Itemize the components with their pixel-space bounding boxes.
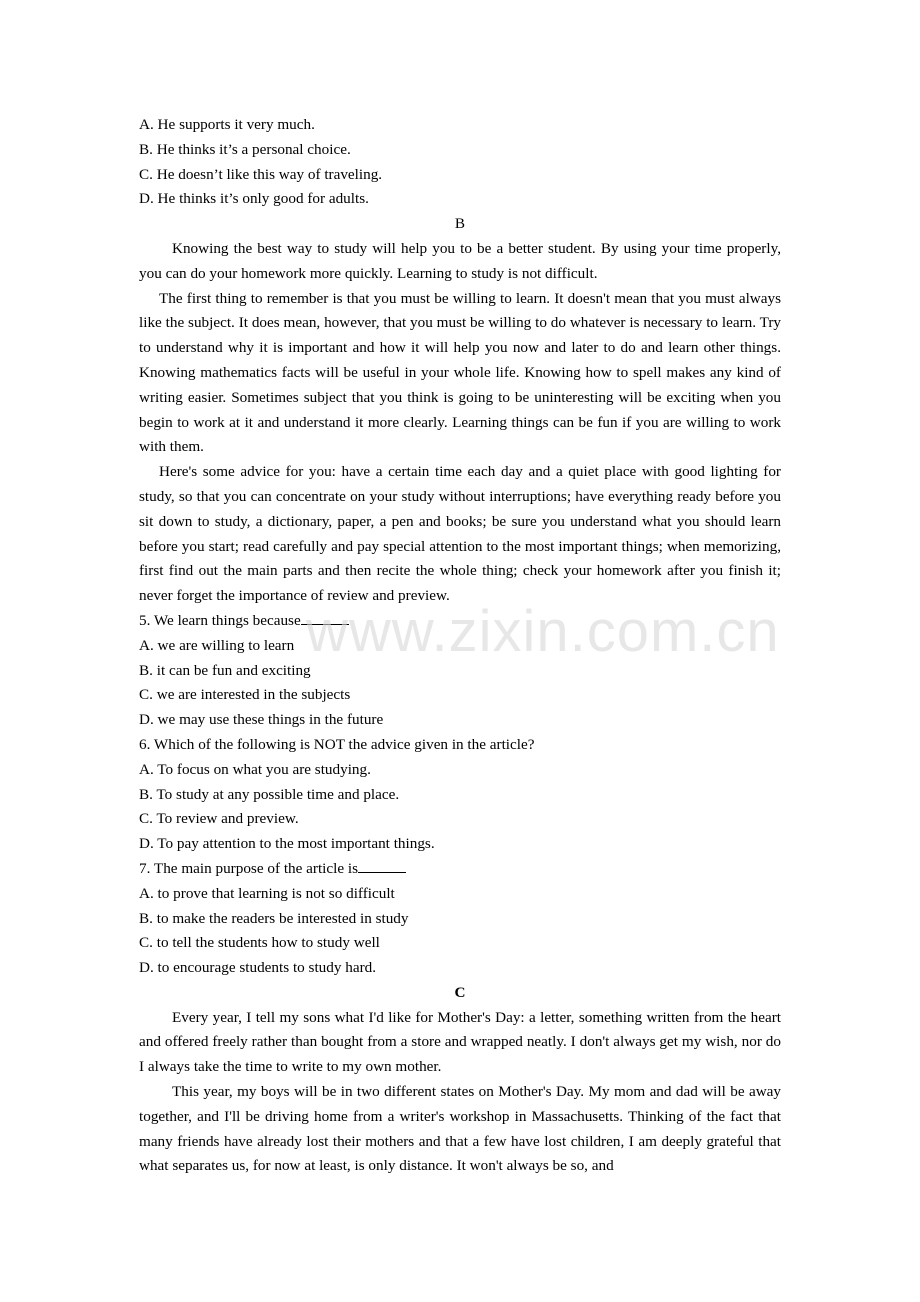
option-b: B. to make the readers be interested in study	[139, 909, 409, 927]
option-b: B. it can be fun and exciting	[139, 661, 311, 679]
section-c-paragraph-2: This year, my boys will be in two different states on Mother's Day. My mom and dad will be away together, and I'll be driving home from a writer's workshop in Massachusetts. Thinking of the fact that many friends have already lost their mothers and that a few have lost children, I am deeply grateful that what separates us, for now at least, is only distance. It won't always be so, and	[139, 1083, 781, 1175]
option-d: D. He thinks it’s only good for adults.	[139, 190, 369, 208]
option-d: D. To pay attention to the most important things.	[139, 835, 435, 853]
section-c-paragraph-1: Every year, I tell my sons what I'd like for Mother's Day: a letter, something written from the heart and offered freely rather than bought from a store and wrapped neatly. I don't always get my wish, nor do I always take the time to write to my own mother.	[139, 1008, 781, 1076]
question-7	[139, 857, 781, 981]
option-a: A. To focus on what you are studying.	[139, 760, 371, 778]
option-c: C. To review and preview.	[139, 810, 299, 828]
option-a: A. to prove that learning is not so difficult	[139, 884, 395, 902]
option-c: C. He doesn’t like this way of traveling.	[139, 165, 383, 183]
question-5	[139, 609, 781, 733]
section-b-paragraph-2: The first thing to remember is that you must be willing to learn. It doesn't mean that you must always like the subject. It does mean, however, that you must be willing to do whatever is necessary to learn. Try to understand why it is important and how it will help you now and later to do and learn other things. Knowing mathematics facts will be useful in your whole life. Knowing how to spell makes any kind of writing easier. Sometimes subject that you think is going to be uninteresting will be exciting when you begin to work at it and understand it more clearly. Learning things can be fun if you are willing to work with them.	[139, 289, 781, 456]
question-4-options	[139, 113, 781, 212]
section-c-heading: C	[454, 983, 466, 1001]
question-stem	[139, 857, 781, 882]
question-6-stem: 6. Which of the following is NOT the advice given in the article?	[139, 735, 535, 753]
answer-blank	[358, 858, 406, 873]
section-b-heading: B	[454, 215, 466, 233]
question-7-stem: 7. The main purpose of the article is	[139, 859, 359, 877]
option-a: A. we are willing to learn	[139, 636, 295, 654]
question-6	[139, 733, 781, 857]
option-c: C. to tell the students how to study well	[139, 934, 380, 952]
watermark: www.zixin.com.cn	[306, 599, 780, 664]
question-5-stem: 5. We learn things because	[139, 611, 301, 629]
option-b: B. He thinks it’s a personal choice.	[139, 140, 351, 158]
section-b-paragraph-1: Knowing the best way to study will help you to be a better student. By using your time properly, you can do your homework more quickly. Learning to study is not difficult.	[139, 239, 781, 282]
option-c: C. we are interested in the subjects	[139, 686, 351, 704]
section-b-paragraph-3: Here's some advice for you: have a certain time each day and a quiet place with good lighting for study, so that you can concentrate on your study without interruptions; have everything ready before you sit down to study, a dictionary, paper, a pen and books; be sure you understand what you should learn before you start; read carefully and pay special attention to the most important things; when memorizing, first find out the main parts and then recite the whole thing; check your homework after you finish it; never forget the importance of review and preview.	[139, 463, 781, 605]
option-d: D. to encourage students to study hard.	[139, 959, 377, 977]
option-a: A. He supports it very much.	[139, 116, 315, 133]
question-stem	[139, 609, 781, 634]
option-d: D. we may use these things in the future	[139, 711, 384, 729]
document-page	[139, 113, 781, 1179]
option-b: B. To study at any possible time and place.	[139, 785, 400, 803]
answer-blank	[301, 610, 349, 625]
